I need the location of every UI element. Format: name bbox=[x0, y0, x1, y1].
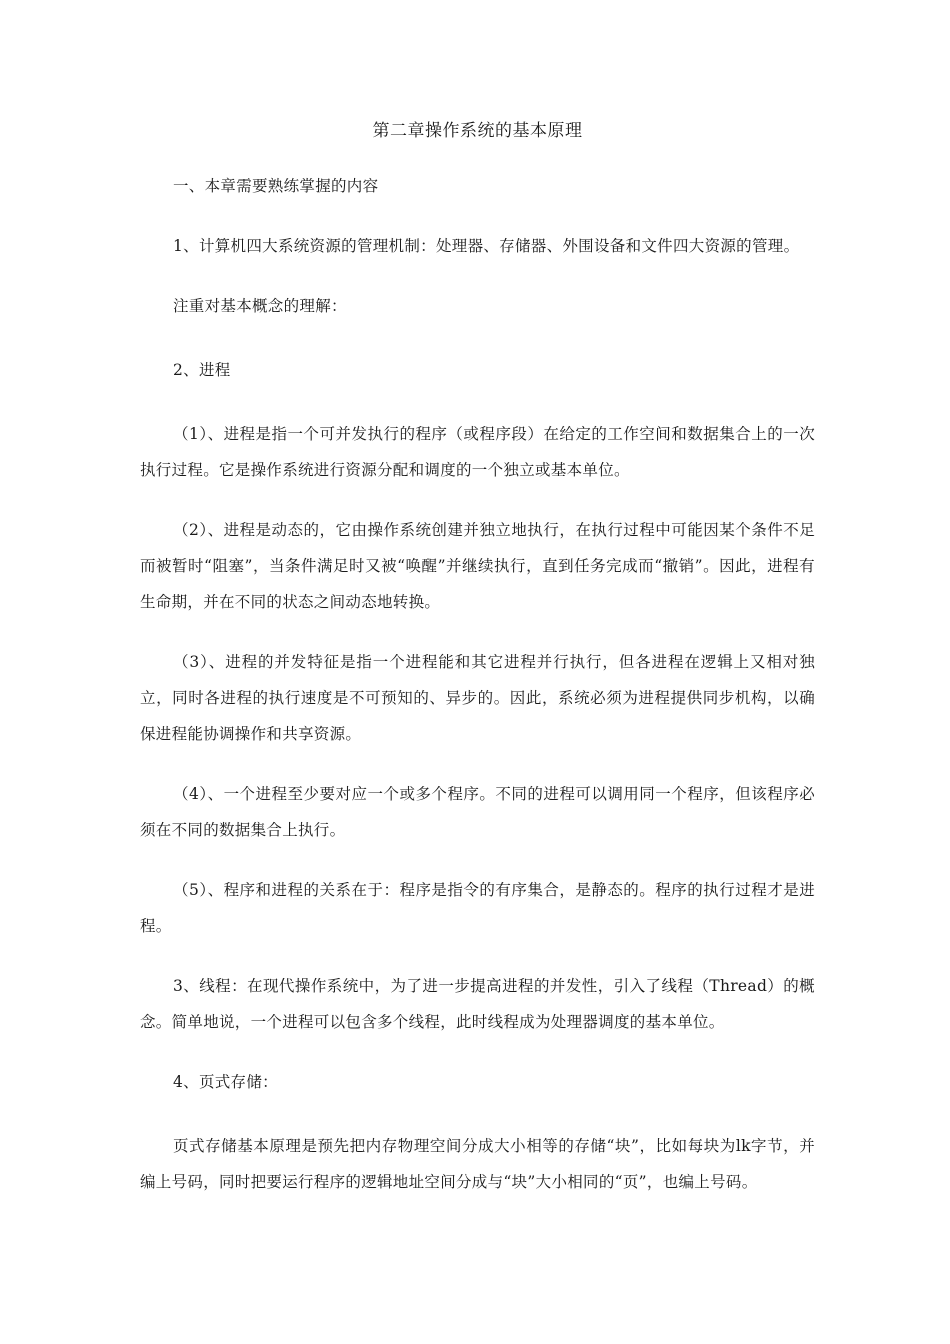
section-heading-1: 一、本章需要熟练掌握的内容 bbox=[173, 177, 379, 195]
paragraph-process-5: （5）、程序和进程的关系在于：程序是指令的有序集合，是静态的。程序的执行过程才是进程。 bbox=[140, 881, 815, 935]
paragraph-process-1: （1）、进程是指一个可并发执行的程序（或程序段）在给定的工作空间和数据集合上的一次执行过程。它是操作系统进行资源分配和调度的一个独立或基本单位。 bbox=[140, 425, 815, 479]
paragraph-resources: 1、计算机四大系统资源的管理机制：处理器、存储器、外围设备和文件四大资源的管理。 bbox=[173, 237, 800, 255]
paragraph-process-2: （2）、进程是动态的，它由操作系统创建并独立地执行，在执行过程中可能因某个条件不足而被暂时“阻塞”，当条件满足时又被“唤醒”并继续执行，直到任务完成而“撤销”。因此，进程有生命期，并在不同的状态之间动态地转换。 bbox=[140, 521, 815, 611]
paragraph-process-4: （4）、一个进程至少要对应一个或多个程序。不同的进程可以调用同一个程序，但该程序必须在不同的数据集合上执行。 bbox=[140, 785, 815, 839]
heading-process: 2、进程 bbox=[173, 361, 231, 379]
paragraph-paging: 页式存储基本原理是预先把内存物理空间分成大小相等的存储“块”，比如每块为lk字节，并编上号码，同时把要运行程序的逻辑地址空间分成与“块”大小相同的“页”，也编上号码。 bbox=[140, 1137, 815, 1191]
chapter-title: 第二章操作系统的基本原理 bbox=[372, 121, 583, 141]
paragraph-thread: 3、线程：在现代操作系统中，为了进一步提高进程的并发性，引入了线程（Thread）的概念。简单地说，一个进程可以包含多个线程，此时线程成为处理器调度的基本单位。 bbox=[140, 977, 815, 1031]
heading-paging: 4、页式存储： bbox=[173, 1073, 278, 1091]
paragraph-process-3: （3）、进程的并发特征是指一个进程能和其它进程并行执行，但各进程在逻辑上又相对独立，同时各进程的执行速度是不可预知的、异步的。因此，系统必须为进程提供同步机构，以确保进程能协调操作和共享资源。 bbox=[140, 653, 815, 743]
paragraph-concepts-note: 注重对基本概念的理解： bbox=[173, 297, 347, 315]
document-page bbox=[140, 118, 815, 1224]
